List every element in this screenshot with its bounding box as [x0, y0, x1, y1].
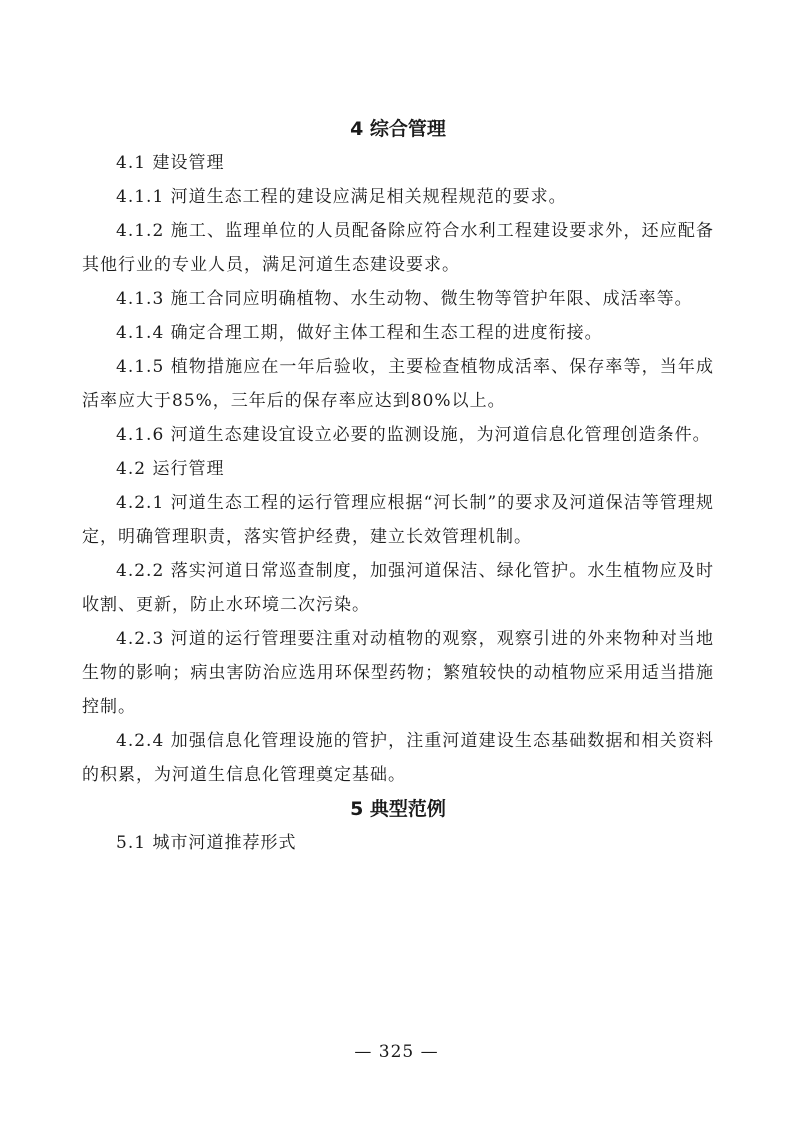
- page-body: [82, 112, 714, 860]
- page-number: — 325 —: [354, 1042, 439, 1062]
- clause-4-2-2: 4.2.2 落实河道日常巡查制度，加强河道保洁、绿化管护。水生植物应及时收割、更新，防止水环境二次污染。: [82, 561, 714, 615]
- section-5-1-heading: 5.1 城市河道推荐形式: [116, 833, 297, 853]
- clause-4-2-4: 4.2.4 加强信息化管理设施的管护，注重河道建设生态基础数据和相关资料的积累，为河道生信息化管理奠定基础。: [82, 731, 714, 785]
- section-4-2-heading: 4.2 运行管理: [116, 459, 225, 479]
- clause-4-1-1: 4.1.1 河道生态工程的建设应满足相关规程规范的要求。: [116, 187, 567, 207]
- clause-4-2-1: 4.2.1 河道生态工程的运行管理应根据“河长制”的要求及河道保洁等管理规定，明确管理职责，落实管护经费，建立长效管理机制。: [82, 493, 714, 547]
- section-4-1-heading: 4.1 建设管理: [116, 153, 225, 173]
- clause-4-1-2: 4.1.2 施工、监理单位的人员配备除应符合水利工程建设要求外，还应配备其他行业的专业人员，满足河道生态建设要求。: [82, 221, 714, 275]
- chapter-4-title: 4 综合管理: [350, 118, 446, 140]
- clause-4-1-4: 4.1.4 确定合理工期，做好主体工程和生态工程的进度衔接。: [116, 323, 603, 343]
- clause-4-1-6: 4.1.6 河道生态建设宜设立必要的监测设施，为河道信息化管理创造条件。: [116, 425, 711, 445]
- clause-4-2-3: 4.2.3 河道的运行管理要注重对动植物的观察，观察引进的外来物种对当地生物的影响；病虫害防治应选用环保型药物；繁殖较快的动植物应采用适当措施控制。: [82, 629, 714, 717]
- clause-4-1-5: 4.1.5 植物措施应在一年后验收，主要检查植物成活率、保存率等，当年成活率应大于85%，三年后的保存率应达到80%以上。: [82, 357, 714, 411]
- clause-4-1-3: 4.1.3 施工合同应明确植物、水生动物、微生物等管护年限、成活率等。: [116, 289, 693, 309]
- chapter-5-title: 5 典型范例: [350, 798, 446, 820]
